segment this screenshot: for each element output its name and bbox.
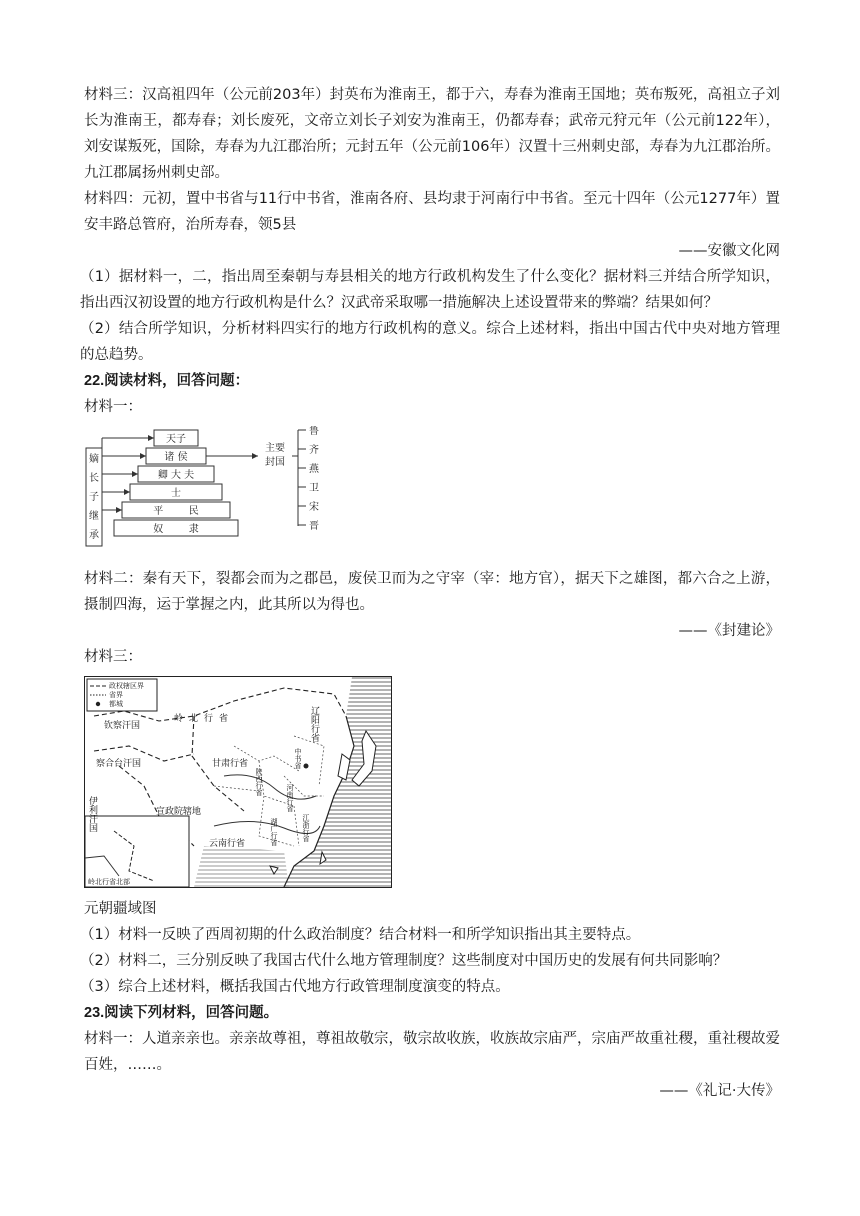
inset-lingbei-north: 岭北行省北部 — [88, 878, 130, 886]
legend-capital: 都城 — [109, 700, 123, 708]
region-shaanxi: 陕西行省 — [255, 768, 263, 796]
material-4-text: 材料四：元初，置中书省与11行中书省，淮南各府、县均隶于河南行中书省。至元十四年（公元1277年）置安丰路总管府，治所寿春，领5县 — [84, 191, 780, 233]
region-jiangzhe: 江浙行省 — [302, 814, 310, 842]
question-22-3: （3）综合上述材料，概括我国古代地方行政管理制度演变的特点。 — [80, 979, 510, 995]
level-zhuhou: 诸 侯 — [164, 452, 188, 463]
region-lingbei: 岭北行省 — [174, 714, 235, 724]
level-nuli: 奴 隶 — [153, 524, 199, 535]
state-wei: 卫 — [309, 483, 319, 494]
state-jin: 晋 — [309, 521, 319, 532]
main-states-label-2: 封国 — [265, 457, 285, 468]
map-caption: 元朝疆域图 — [84, 901, 157, 917]
feudal-hierarchy-diagram — [84, 426, 780, 560]
question-22-material-1-label: 材料一： — [84, 399, 142, 415]
material-3-text: 材料三：汉高祖四年（公元前203年）封英布为淮南王，都于六，寿春为淮南王国地；英布叛死，高祖立子刘长为淮南王，都寿春；刘长废死，文帝立刘长子刘安为淮南王，仍都寿春；武帝元狩元年（公元前122年），刘安谋叛死，国除，寿春为九江郡治所；元封五年（公元前106年）汉置十三州刺史部，寿春为九江郡治所。九江郡属扬州刺史部。 — [84, 87, 780, 181]
state-lu: 鲁 — [309, 426, 319, 437]
question-22-title: 22.阅读材料，回答问题： — [84, 373, 250, 389]
question-21-1: （1）据材料一，二，指出周至秦朝与寿县相关的地方行政机构发生了什么变化？据材料三并结合所学知识，指出西汉初设置的地方行政机构是什么？汉武帝采取哪一措施解决上述设置带来的弊端？结果如何？ — [80, 269, 780, 311]
legend-province-border: 省界 — [109, 691, 123, 699]
source-anhui-culture: ——安徽文化网 — [678, 243, 780, 259]
question-23-material-1-text: 材料一：人道亲亲也。亲亲故尊祖，尊祖故敬宗，敬宗故收族，收族故宗庙严，宗庙严故重社稷，重社稷故爱百姓，……。 — [84, 1031, 780, 1073]
main-states-label-1: 主要 — [265, 443, 285, 454]
region-gansu: 甘肃行省 — [212, 759, 249, 769]
question-22-material-3-label: 材料三： — [84, 649, 142, 665]
region-qincha: 钦察汗国 — [104, 721, 141, 731]
region-chagatai: 察合台汗国 — [96, 759, 142, 769]
level-tianzi: 天子 — [166, 434, 186, 445]
state-qi: 齐 — [309, 445, 319, 456]
question-22-material-2-text: 材料二：秦有天下，裂都会而为之郡邑，废侯卫而为之守宰（宰：地方官），据天下之雄图，都六合之上游，摄制四海，运于掌握之内，此其所以为得也。 — [84, 571, 780, 613]
legend-regime-border: 政权辖区界 — [109, 682, 144, 690]
inherit-char-5: 承 — [89, 530, 99, 541]
source-liji: ——《礼记·大传》 — [659, 1083, 780, 1099]
region-henan: 河南行省 — [286, 784, 294, 812]
inherit-char-1: 嫡 — [89, 454, 99, 465]
region-yunnan: 云南行省 — [209, 839, 246, 849]
region-xuanzheng: 宣政院辖地 — [156, 807, 202, 817]
level-pingmin: 平 民 — [153, 506, 199, 517]
state-song: 宋 — [309, 502, 319, 513]
question-21-2: （2）结合所学知识，分析材料四实行的地方行政机构的意义。综合上述材料，指出中国古代中央对地方管理的总趋势。 — [80, 321, 780, 363]
inherit-char-3: 子 — [89, 492, 99, 503]
region-liaoyang: 辽阳行省 — [309, 706, 319, 742]
question-22-1: （1）材料一反映了西周初期的什么政治制度？结合材料一和所学知识指出其主要特点。 — [80, 927, 641, 943]
region-zhongshu: 中书省 — [294, 748, 302, 769]
yuan-territory-map — [84, 676, 780, 892]
source-fengjianlun: ——《封建论》 — [678, 623, 780, 639]
inherit-char-2: 长 — [89, 473, 99, 484]
document-page — [80, 82, 780, 1104]
question-22-2: （2）材料二，三分别反映了我国古代什么地方管理制度？这些制度对中国历史的发展有何共同影响？ — [80, 953, 728, 969]
question-23-title: 23.阅读下列材料，回答问题。 — [84, 1005, 279, 1021]
level-shi: 士 — [171, 488, 181, 499]
region-huguang: 湖广行省 — [270, 818, 278, 846]
state-yan: 燕 — [309, 464, 319, 475]
region-ilkhanate: 伊利汗国 — [87, 796, 97, 832]
inherit-char-4: 继 — [89, 511, 99, 522]
level-qingdafu: 卿 大 夫 — [157, 470, 195, 481]
